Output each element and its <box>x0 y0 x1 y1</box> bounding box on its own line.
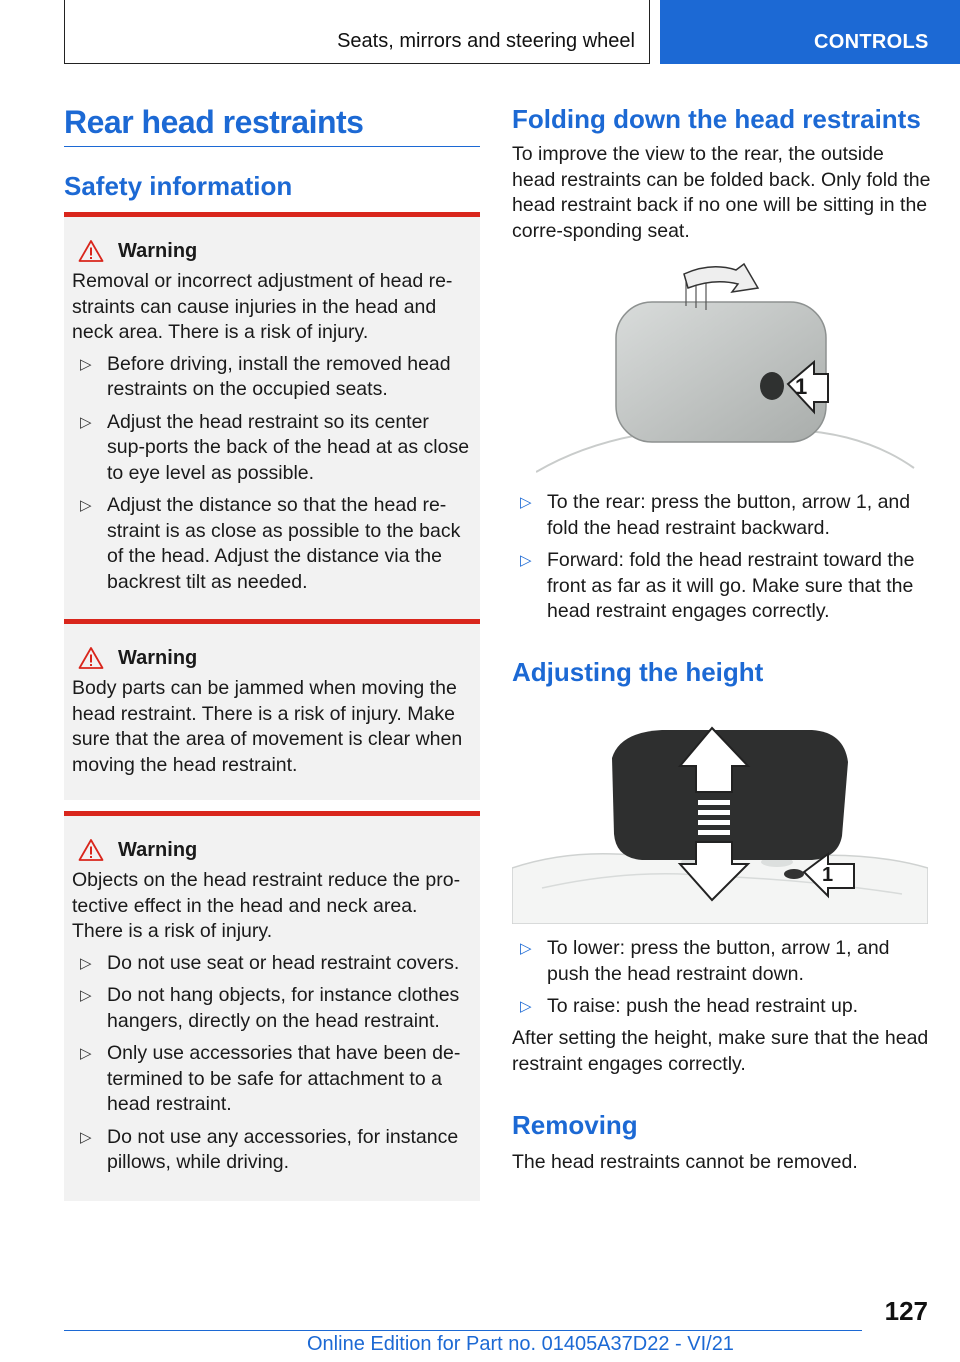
warning-text: Removal or incorrect adjustment of head re-straints can cause injuries in the head and neck area. There is a risk of injury. <box>72 270 453 343</box>
figure-label: 1 <box>822 864 834 886</box>
list-item-text: Forward: fold the head restraint toward the front as far as it will go. Make sure that the head restraint engages correctly. <box>547 549 915 622</box>
height-heading: Adjusting the height <box>512 657 764 687</box>
triangle-right-icon: ▷ <box>80 413 92 431</box>
warning-triangle-icon <box>78 838 104 862</box>
list-item <box>72 352 470 403</box>
triangle-right-icon: ▷ <box>520 940 532 957</box>
folding-figure <box>536 262 916 478</box>
list-item-text: To lower: press the button, arrow 1, and push the head restraint down. <box>547 937 890 985</box>
height-figure <box>512 718 928 924</box>
section-title: Seats, mirrors and steering wheel <box>337 30 635 52</box>
removing-text: The head restraints cannot be removed. <box>512 1151 858 1173</box>
list-item-text: Do not use seat or head restraint covers. <box>107 951 460 974</box>
list-item <box>72 1041 470 1118</box>
page-number: 127 <box>884 1296 928 1326</box>
list-item-text: Only use accessories that have been de-termined to be safe for attachment to a head restraint. <box>107 1042 461 1115</box>
warning-bullets <box>72 951 470 1176</box>
folding-bullets <box>512 490 932 632</box>
warning-text: Body parts can be jammed when moving the head restraint. There is a risk of injury. Make sure that the area of movement is clear when moving the head restraint. <box>72 677 463 776</box>
warning-box-2 <box>64 619 480 800</box>
header-chapter-box <box>660 0 960 64</box>
header-section-box <box>64 0 650 64</box>
triangle-right-icon: ▷ <box>520 552 532 569</box>
list-item-text: Before driving, install the removed head restraints on the occupied seats. <box>107 352 451 400</box>
page-title: Rear head restraints <box>64 104 364 140</box>
triangle-right-icon: ▷ <box>80 497 92 514</box>
triangle-right-icon: ▷ <box>520 494 532 511</box>
height-bullets <box>512 936 932 1027</box>
list-item-text: Adjust the head restraint so its center sup-ports the back of the head at as close to eye level as possible. <box>107 410 470 484</box>
removing-heading: Removing <box>512 1110 638 1140</box>
title-divider <box>64 146 480 147</box>
triangle-right-icon: ▷ <box>80 1128 92 1146</box>
folding-intro: To improve the view to the rear, the outside head restraints can be folded back. Only fold the head restraint back if no one will be sitting in the corre-sponding seat. <box>512 143 931 242</box>
warning-triangle-icon <box>78 646 104 670</box>
chapter-title: CONTROLS <box>814 31 929 53</box>
warning-triangle-icon <box>78 239 104 263</box>
list-item-text: To the rear: press the button, arrow 1, and fold the head restraint backward. <box>547 491 911 539</box>
safety-heading: Safety information <box>64 171 293 201</box>
list-item-text: Do not use any accessories, for instance pillows, while driving. <box>107 1125 459 1173</box>
footer-divider <box>64 1330 862 1331</box>
warning-title: Warning <box>118 239 198 262</box>
warning-bullets <box>72 352 470 596</box>
warning-title: Warning <box>118 646 198 669</box>
folding-heading: Folding down the head restraints <box>512 104 921 134</box>
triangle-right-icon: ▷ <box>520 998 532 1015</box>
list-item <box>72 493 470 595</box>
triangle-right-icon: ▷ <box>80 1045 92 1062</box>
list-item <box>512 490 932 541</box>
list-item <box>72 951 470 977</box>
list-item <box>72 983 470 1034</box>
list-item-text: To raise: push the head restraint up. <box>547 995 859 1017</box>
list-item-text: Adjust the distance so that the head re-straint is as close as possible to the back of the head. Adjust the distance via the backrest tilt as needed. <box>107 494 461 593</box>
list-item <box>512 994 932 1020</box>
triangle-right-icon: ▷ <box>80 987 92 1004</box>
warning-text: Objects on the head restraint reduce the pro-tective effect in the head and neck area. There is a risk of injury. <box>72 869 461 942</box>
list-item <box>512 936 932 987</box>
warning-box-1 <box>64 212 480 620</box>
warning-box-3 <box>64 811 480 1201</box>
list-item <box>512 548 932 625</box>
footer-edition: Online Edition for Part no. 01405A37D22 - VI/21 <box>307 1333 734 1355</box>
triangle-right-icon: ▷ <box>80 954 92 972</box>
list-item <box>72 1125 470 1176</box>
warning-title: Warning <box>118 838 198 861</box>
list-item-text: Do not hang objects, for instance clothes hangers, directly on the head restraint. <box>107 984 460 1032</box>
height-after-text: After setting the height, make sure that the head restraint engages correctly. <box>512 1027 929 1075</box>
figure-label: 1 <box>795 374 808 399</box>
triangle-right-icon: ▷ <box>80 355 92 373</box>
list-item <box>72 410 470 487</box>
